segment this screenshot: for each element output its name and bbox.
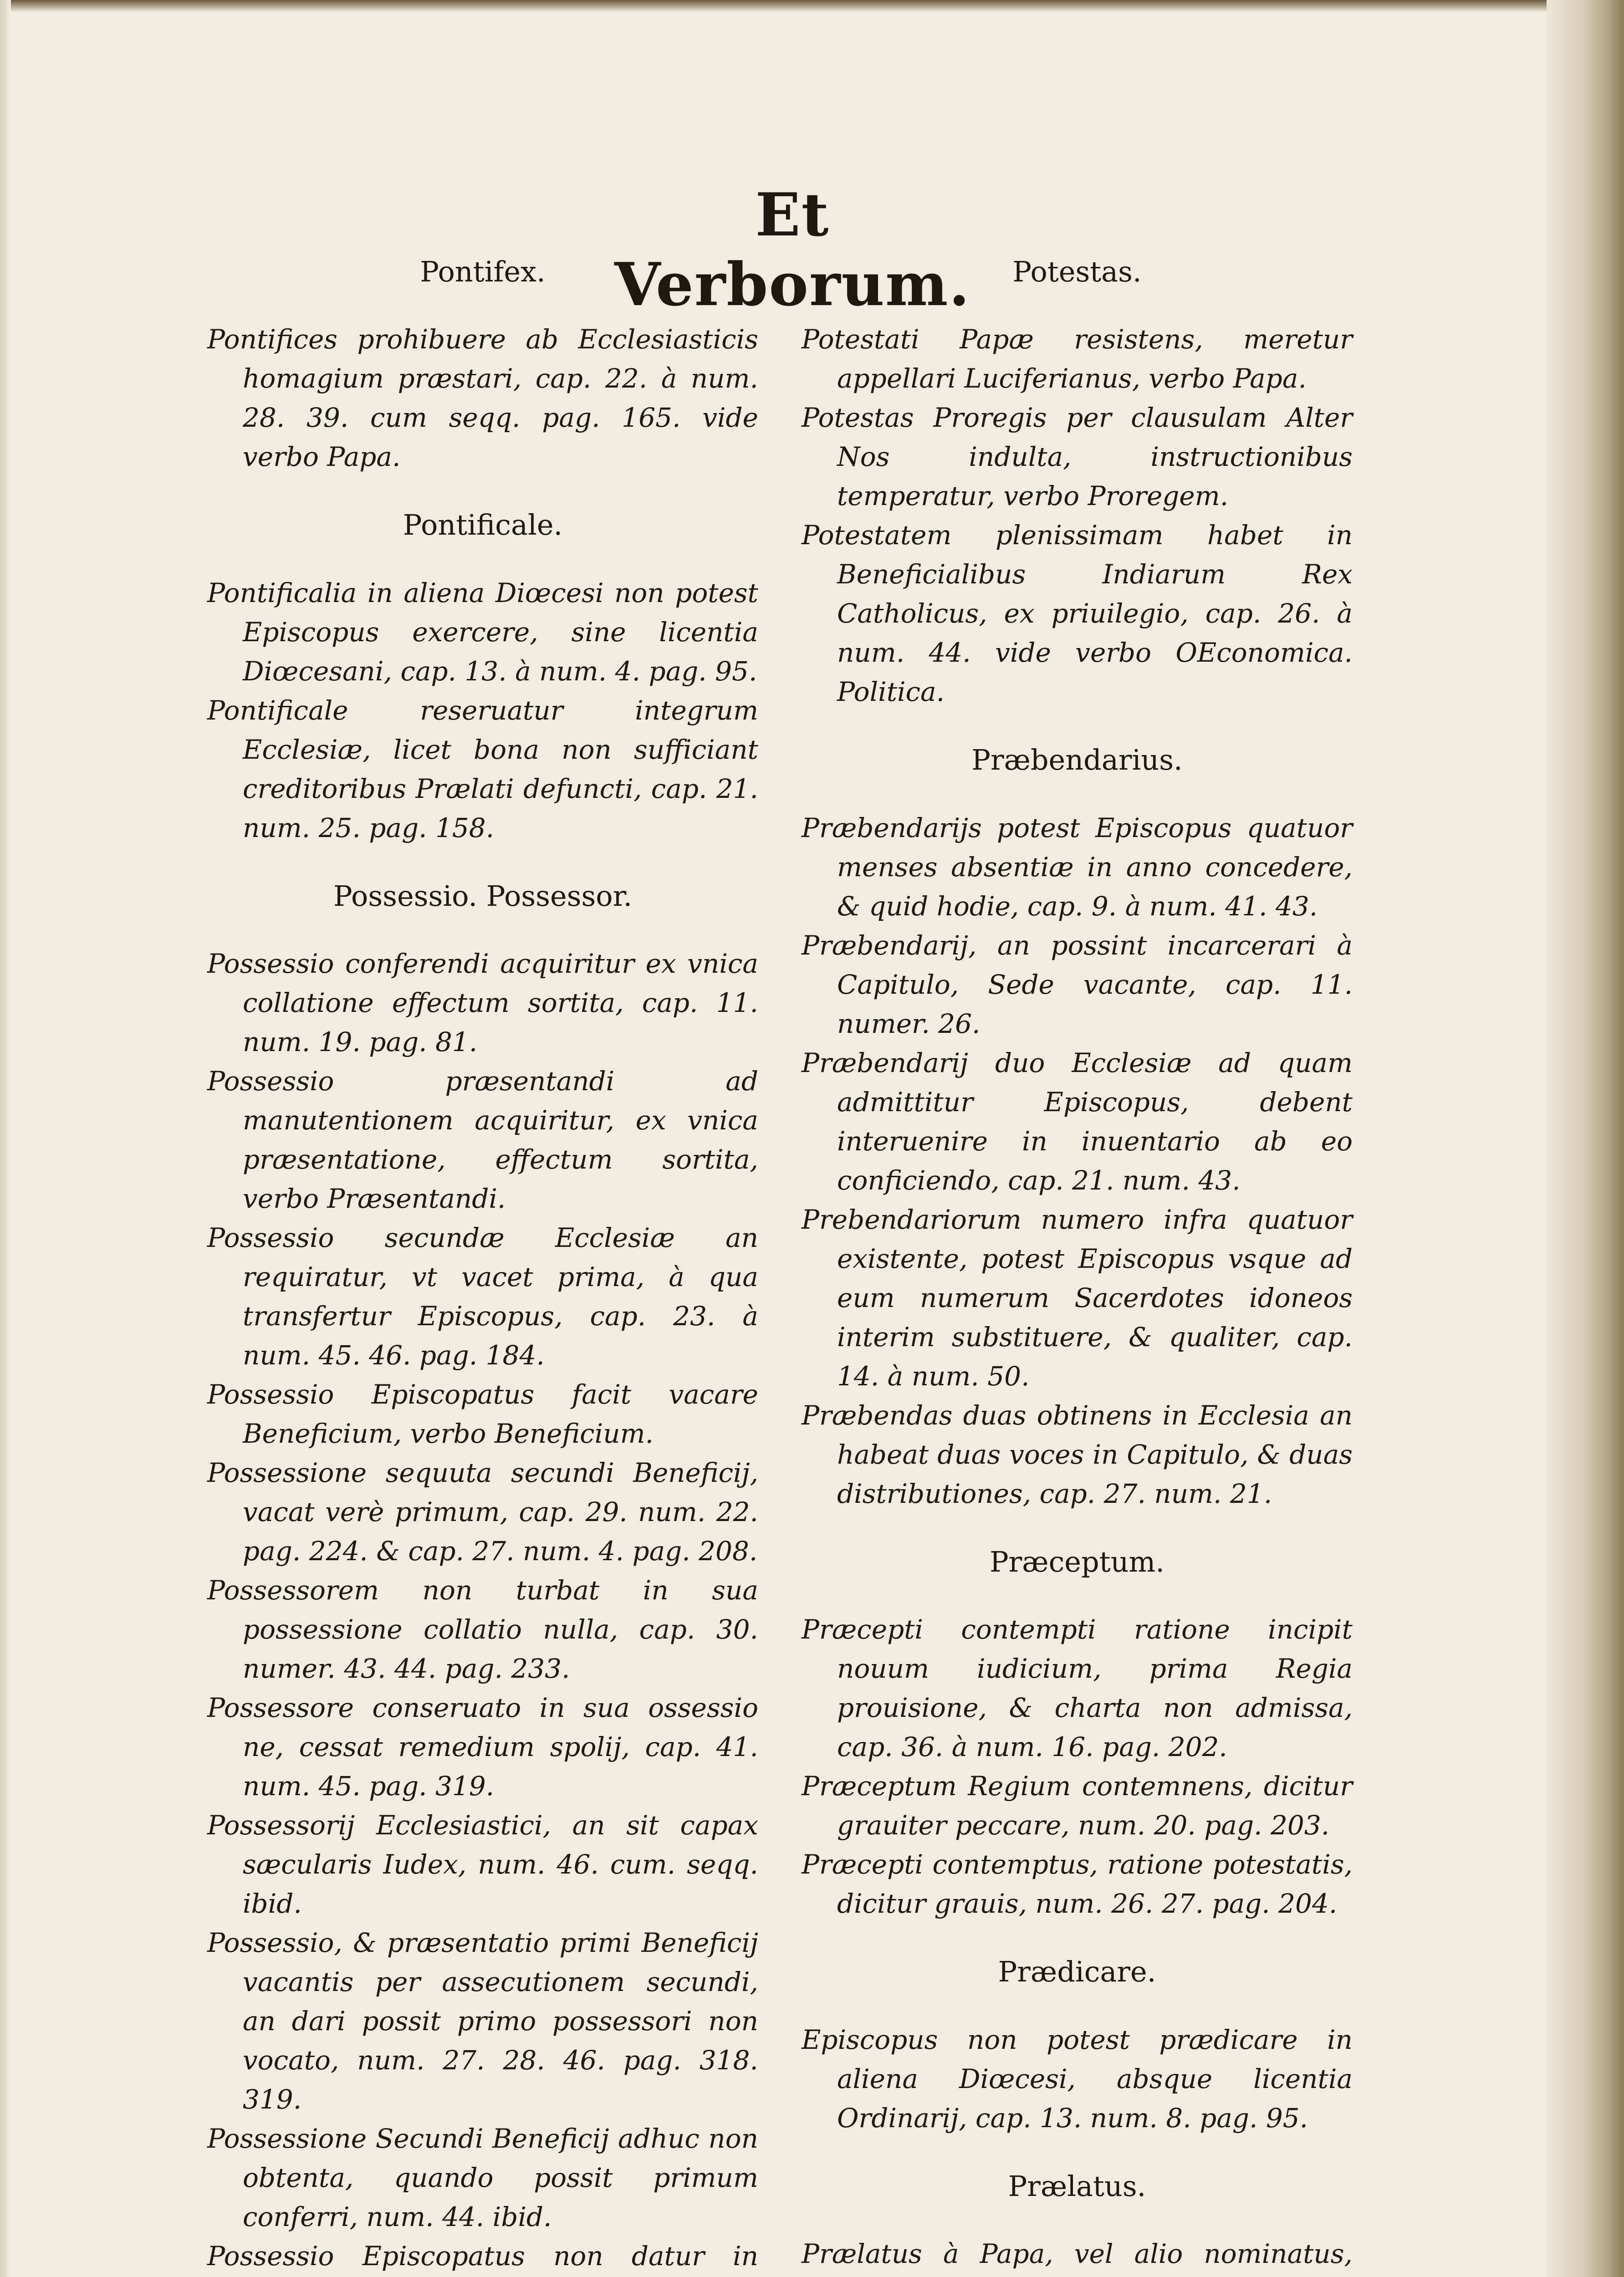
index-entry: Pontifices prohibuere ab Ecclesiasticis homagium præstari, cap. 22. à num. 28. 39. cum seqq. pag. 165. vide verbo Papa.	[207, 324, 758, 473]
page-top-edge	[0, 0, 1624, 12]
index-entry: Possessione sequuta secundi Beneficij, vacat verè primum, cap. 29. num. 22. pag. 224. & cap. 27. num. 4. pag. 208.	[207, 1457, 758, 1567]
index-entry: Prebendariorum numero infra quatuor existente, potest Episcopus vsque ad eum numerum Sacerdotes idoneos interim substituere, & qualiter, cap. 14. à num. 50.	[802, 1204, 1353, 1392]
index-entry: Possessione Secundi Beneficij adhuc non obtenta, quando possit primum conferri, num. 44. ibid.	[207, 2123, 758, 2233]
index-entry: Præceptum Regium contemnens, dicitur grauiter peccare, num. 20. pag. 203.	[802, 1771, 1353, 1841]
section-heading: Præbendarius.	[971, 743, 1183, 777]
index-entry: Possessio conferendi acquiritur ex vnica collatione effectum sortita, cap. 11. num. 19. pag. 81.	[207, 948, 758, 1058]
index-entry: Prælatus à Papa, vel alio nominatus,	[802, 2238, 1353, 2269]
index-entry: Episcopus non potest prædicare in aliena Diœcesi, absque licentia Ordinarij, cap. 13. num. 8. pag. 95.	[802, 2024, 1353, 2134]
index-entry: Præcepti contemptus, ratione potestatis, dicitur grauis, num. 26. 27. pag. 204.	[802, 1849, 1353, 1920]
index-entry: Præcepti contempti ratione incipit nouum iudicium, prima Regia prouisione, & charta non admissa, cap. 36. à num. 16. pag. 202.	[802, 1614, 1353, 1763]
section-heading: Possessio. Possessor.	[333, 879, 633, 913]
section-heading: Prædicare.	[998, 1955, 1156, 1989]
index-entry: Possessio secundæ Ecclesiæ an requiratur, vt vacet prima, à qua transfertur Episcopus, cap. 23. à num. 45. 46. pag. 184.	[207, 1222, 758, 1371]
section-heading: Pontificale.	[403, 508, 563, 542]
index-entry: Potestatem plenissimam habet in Beneficialibus Indiarum Rex Catholicus, ex priuilegio, cap. 26. à num. 44. vide verbo OEconomica. Politica.	[802, 520, 1353, 708]
index-column-left	[207, 255, 758, 2277]
index-entry: Possessorij Ecclesiastici, an sit capax sæcularis Iudex, num. 46. cum. seqq. ibid.	[207, 1810, 758, 1920]
page-gutter-shadow	[0, 0, 11, 2277]
running-head: Et Verborum.	[614, 180, 970, 319]
index-entry: Præbendas duas obtinens in Ecclesia an habeat duas voces in Capitulo, & duas distributiones, cap. 27. num. 21.	[802, 1399, 1353, 1509]
section-heading: Præceptum.	[989, 1545, 1165, 1578]
index-entry: Præbendarij, an possint incarcerari à Capitulo, Sede vacante, cap. 11. numer. 26.	[802, 929, 1353, 1039]
index-entry: Potestas Proregis per clausulam Alter Nos indulta, instructionibus temperatur, verbo Proregem.	[802, 402, 1353, 512]
index-entry: Præbendarij duo Ecclesiæ ad quam admittitur Episcopus, debent interuenire in inuentario ab eo conficiendo, cap. 21. num. 43.	[802, 1047, 1353, 1196]
section-heading: Potestas.	[1012, 255, 1142, 288]
section-heading: Pontifex.	[420, 255, 546, 288]
index-entry: Possessio Episcopatus non datur in	[207, 2241, 758, 2272]
index-entry: Potestati Papæ resistens, meretur appellari Luciferianus, verbo Papa.	[802, 324, 1353, 394]
index-entry: Possessio, & præsentatio primi Beneficij vacantis per assecutionem secundi, an dari possit primo possessori non vocato, num. 27. 28. 46. pag. 318. 319.	[207, 1927, 758, 2115]
index-column-right	[802, 255, 1353, 2277]
index-entry: Præbendarijs potest Episcopus quatuor menses absentiæ in anno concedere, & quid hodie, cap. 9. à num. 41. 43.	[802, 812, 1353, 922]
index-entry: Possessio Episcopatus facit vacare Beneficium, verbo Beneficium.	[207, 1379, 758, 1450]
index-entry: Possessore conseruato in sua ossessio ne, cessat remedium spolij, cap. 41. num. 45. pag. 319.	[207, 1692, 758, 1802]
index-entry: Pontificalia in aliena Diœcesi non potest Episcopus exercere, sine licentia Diœcesani, cap. 13. à num. 4. pag. 95.	[207, 577, 758, 687]
section-heading: Prælatus.	[1008, 2169, 1146, 2203]
index-entry: Possessio præsentandi ad manutentionem acquiritur, ex vnica præsentatione, effectum sortita, verbo Præsentandi.	[207, 1066, 758, 1215]
index-entry: Pontificale reseruatur integrum Ecclesiæ, licet bona non sufficiant creditoribus Prælati defuncti, cap. 21. num. 25. pag. 158.	[207, 694, 758, 843]
index-entry: Possessorem non turbat in sua possessione collatio nulla, cap. 30. numer. 43. 44. pag. 233.	[207, 1575, 758, 1685]
page-fore-edge	[1547, 0, 1624, 2277]
